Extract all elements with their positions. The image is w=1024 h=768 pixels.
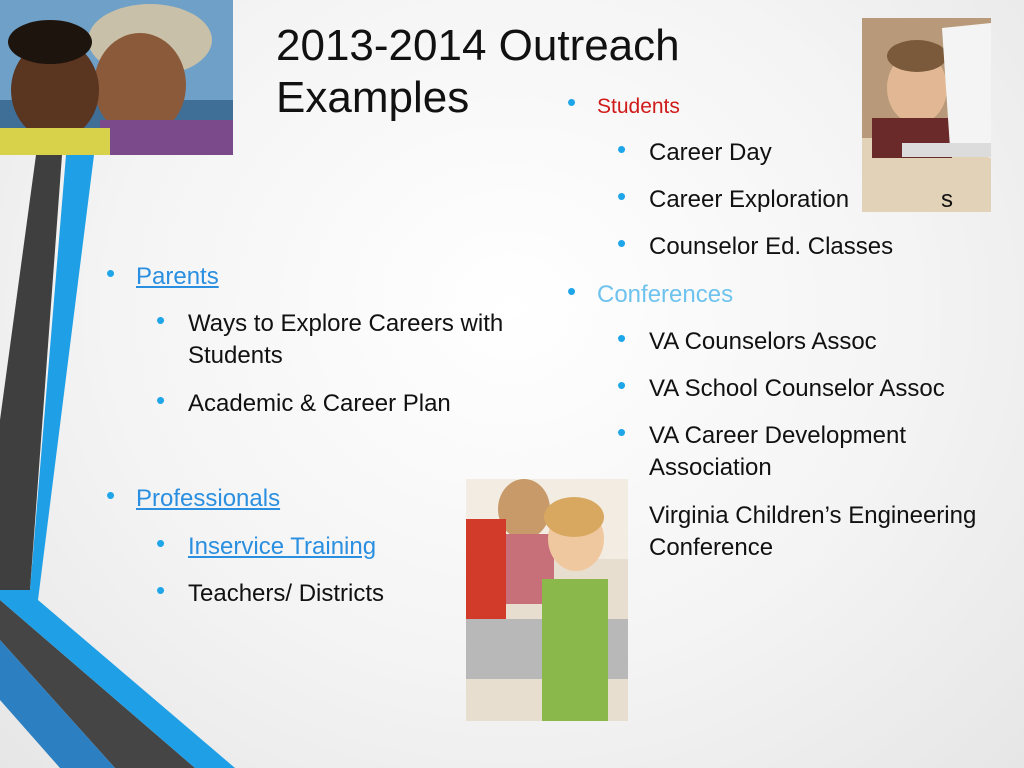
professionals-link[interactable]: Professionals [136, 485, 281, 512]
conferences-label: Conferences [597, 281, 734, 308]
conferences-item [567, 279, 1007, 564]
list-item: • Teachers/ Districts [136, 578, 446, 610]
professionals-list [106, 483, 446, 610]
parents-item [106, 261, 526, 420]
professionals-item [106, 483, 446, 610]
list-item: • Career Day [597, 137, 1007, 169]
list-item: • Career Exploration s [597, 184, 1007, 216]
list-item: • VA Counselors Assoc [597, 326, 1017, 358]
slide-title: 2013-2014 Outreach Examples [276, 21, 680, 122]
students-label: Students [597, 95, 680, 118]
list-item: • VA School Counselor Assoc [597, 373, 1017, 405]
mother-child-photo [0, 0, 233, 155]
right-column-list [567, 90, 1007, 564]
list-item: • Counselor Ed. Classes [597, 231, 1007, 263]
list-item: • Ways to Explore Careers with Students [136, 308, 526, 372]
parents-list [106, 261, 526, 420]
list-item: Virginia Children’s Engineering Conference [649, 502, 977, 561]
inservice-training-link[interactable]: Inservice Training [188, 533, 377, 560]
list-item: • Academic & Career Plan [136, 388, 526, 420]
list-item: • VA Career Development Association [597, 420, 949, 484]
list-item [136, 531, 446, 563]
students-item [567, 90, 1007, 263]
parents-link[interactable]: Parents [136, 263, 219, 290]
